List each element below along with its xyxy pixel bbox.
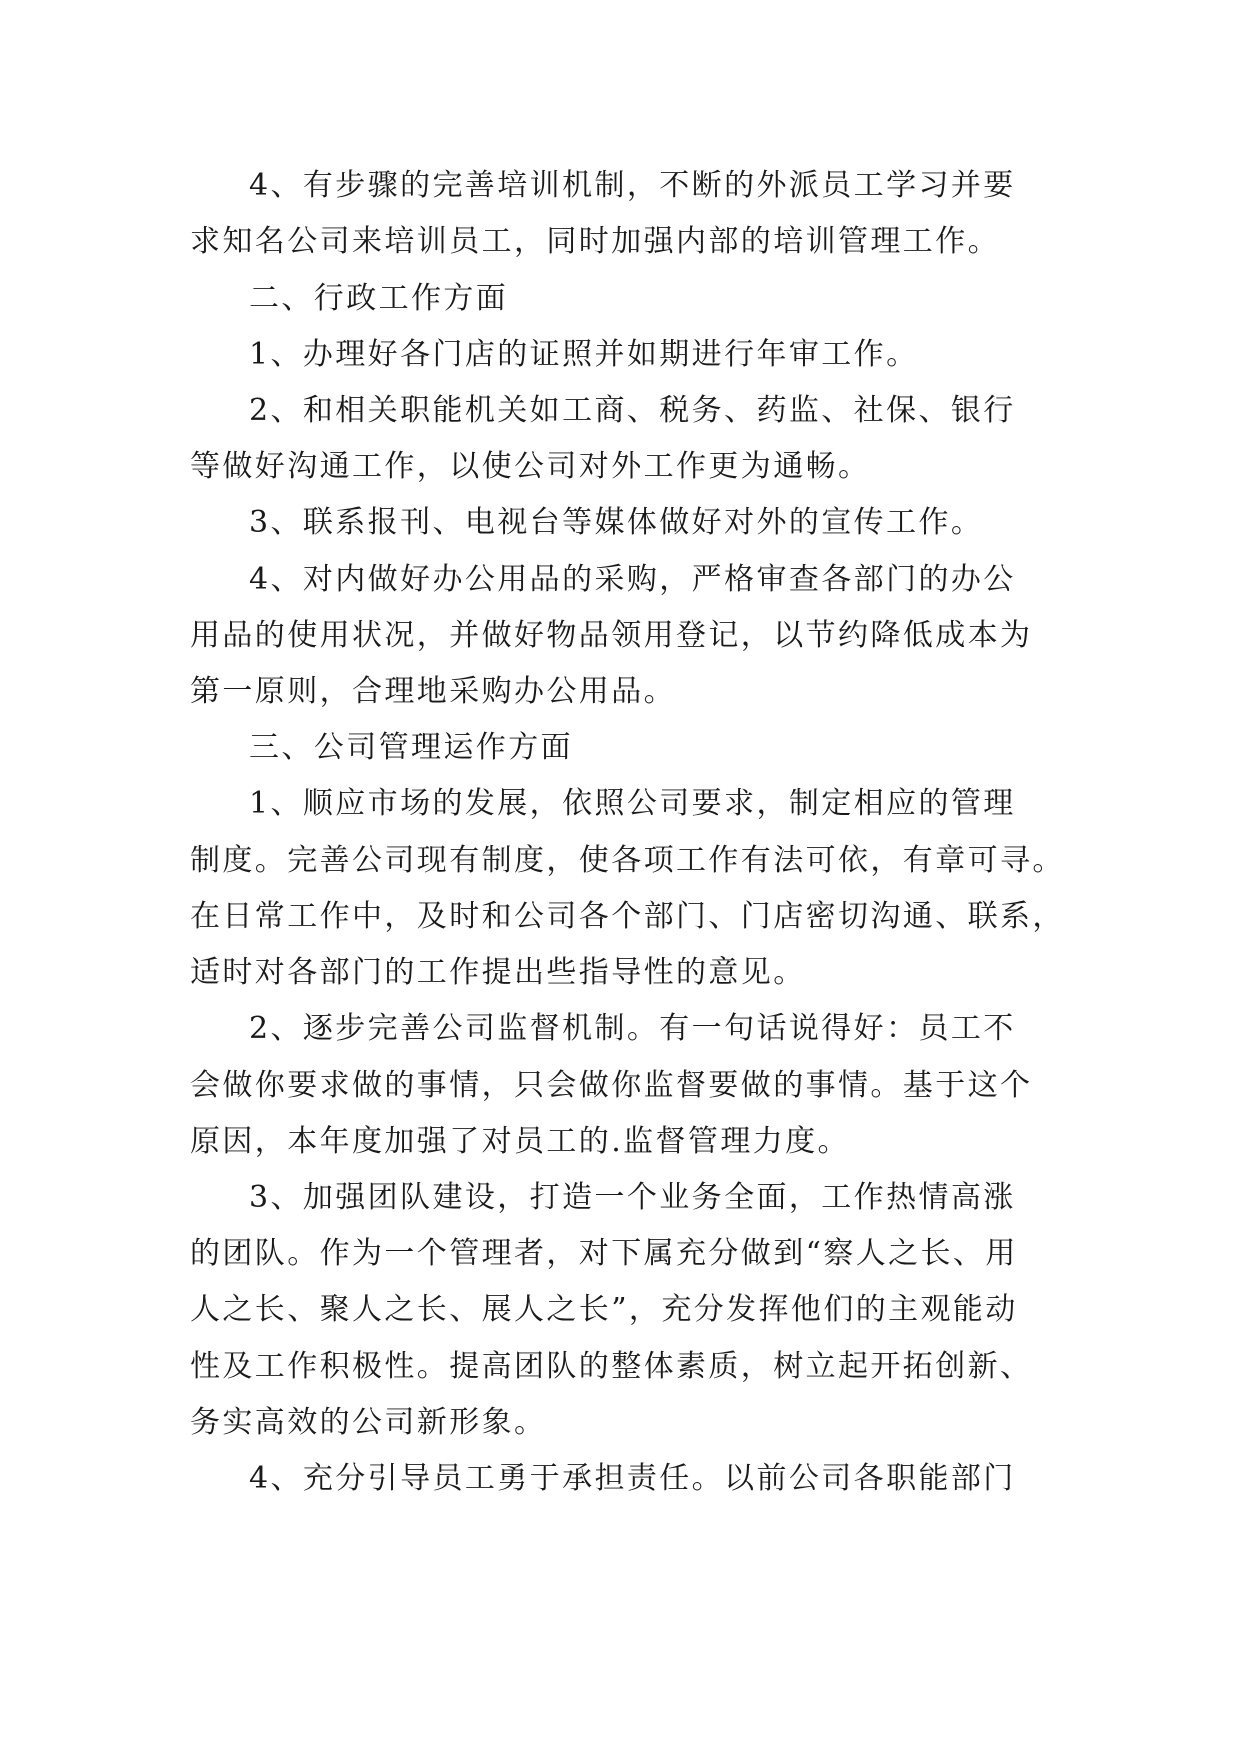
line-17: 会做你要求做的事情，只会做你监督要做的事情。基于这个 xyxy=(190,1068,1033,1103)
line-23: 务实高效的公司新形象。 xyxy=(190,1405,547,1440)
line-6: 等做好沟通工作，以使公司对外工作更为通畅。 xyxy=(190,449,871,484)
line-4: 1、办理好各门店的证照并如期进行年审工作。 xyxy=(249,337,919,372)
line-8: 4、对内做好办公用品的采购，严格审查各部门的办公 xyxy=(249,562,1016,597)
line-24: 4、充分引导员工勇于承担责任。以前公司各职能部门 xyxy=(249,1461,1016,1496)
line-1: 4、有步骤的完善培训机制，不断的外派员工学习并要 xyxy=(249,168,1016,203)
line-7: 3、联系报刊、电视台等媒体做好对外的宣传工作。 xyxy=(249,505,984,540)
line-14: 在日常工作中，及时和公司各个部门、门店密切沟通、联系， xyxy=(190,899,1065,934)
line-18: 原因，本年度加强了对员工的.监督管理力度。 xyxy=(190,1124,850,1159)
line-15: 适时对各部门的工作提出些指导性的意见。 xyxy=(190,955,806,990)
line-21: 人之长、聚人之长、展人之长”，充分发挥他们的主观能动 xyxy=(190,1292,1018,1327)
line-2: 求知名公司来培训员工，同时加强内部的培训管理工作。 xyxy=(190,224,1000,259)
line-13: 制度。完善公司现有制度，使各项工作有法可依，有章可寻。 xyxy=(190,843,1065,878)
line-9: 用品的使用状况，并做好物品领用登记，以节约降低成本为 xyxy=(190,618,1033,653)
line-5: 2、和相关职能机关如工商、税务、药监、社保、银行 xyxy=(249,393,1016,428)
line-16: 2、逐步完善公司监督机制。有一句话说得好：员工不 xyxy=(249,1011,1016,1046)
section-heading-admin: 二、行政工作方面 xyxy=(249,281,509,316)
section-heading-management: 三、公司管理运作方面 xyxy=(249,730,573,765)
line-20: 的团队。作为一个管理者，对下属充分做到“察人之长、用 xyxy=(190,1236,1018,1271)
line-10: 第一原则，合理地采购办公用品。 xyxy=(190,674,676,709)
line-22: 性及工作积极性。提高团队的整体素质，树立起开拓创新、 xyxy=(190,1349,1033,1384)
line-12: 1、顺应市场的发展，依照公司要求，制定相应的管理 xyxy=(249,786,1016,821)
line-19: 3、加强团队建设，打造一个业务全面，工作热情高涨 xyxy=(249,1180,1016,1215)
